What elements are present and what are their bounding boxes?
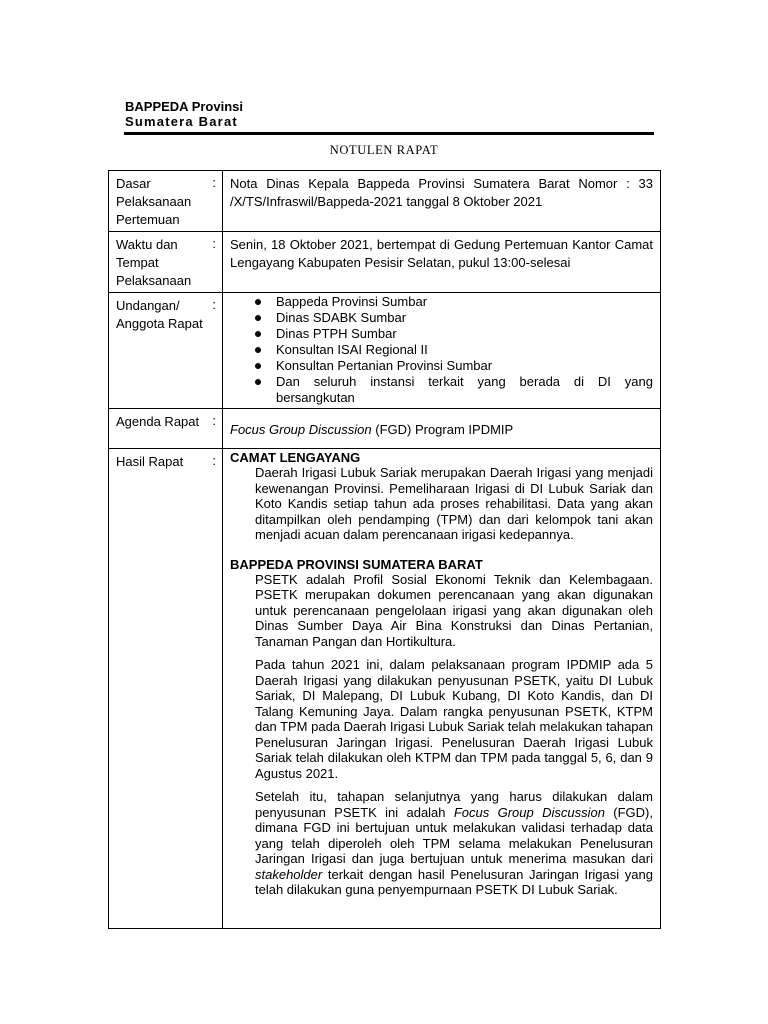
paragraph-bappeda-3 bbox=[255, 789, 653, 898]
document-title: NOTULEN RAPAT bbox=[329, 143, 439, 157]
value-dasar: Nota Dinas Kepala Bappeda Provinsi Sumatera Barat Nomor : 33 /X/TS/Infraswil/Bappeda-2021 tanggal 8 Oktober 2021 bbox=[223, 171, 661, 232]
header-rule bbox=[124, 132, 654, 135]
section-heading-camat: CAMAT LENGAYANG bbox=[230, 450, 361, 465]
row-waktu bbox=[109, 232, 661, 293]
colon: : bbox=[212, 297, 216, 312]
label-undangan bbox=[109, 293, 223, 409]
paragraph-camat: Daerah Irigasi Lubuk Sariak merupakan Daerah Irigasi yang menjadi kewenangan Provinsi. Pemeliharaan Irigasi di DI Lubuk Sariak dan Koto Kandis setiap tahun ada proses rehabilitasi. Data yang akan ditampilkan oleh pendamping (TPM) dan dari kelompok tani akan menjadi acuan dalam perencanaan irigasi kedepannya. bbox=[255, 465, 653, 542]
row-undangan bbox=[109, 293, 661, 409]
list-item: Dinas PTPH Sumbar bbox=[255, 326, 653, 342]
colon: : bbox=[212, 453, 216, 468]
label-waktu bbox=[109, 232, 223, 293]
header-region: Sumatera Barat bbox=[125, 114, 238, 129]
label-waktu-text: Waktu dan Tempat Pelaksanaan bbox=[116, 237, 192, 288]
list-item: Bappeda Provinsi Sumbar bbox=[255, 294, 653, 310]
label-hasil-text: Hasil Rapat bbox=[116, 454, 184, 469]
row-hasil bbox=[109, 449, 661, 929]
invitee-list bbox=[230, 294, 653, 406]
label-hasil bbox=[109, 449, 223, 929]
minutes-table bbox=[108, 170, 661, 929]
value-hasil bbox=[223, 449, 661, 929]
label-dasar-text: Dasar Pelaksanaan Pertemuan bbox=[116, 176, 192, 227]
agenda-rest: (FGD) Program IPDMIP bbox=[371, 421, 514, 437]
para3-italic-fgd: Focus Group Discussion bbox=[453, 804, 605, 820]
paragraph-bappeda-1: PSETK adalah Profil Sosial Ekonomi Teknik dan Kelembagaan. PSETK merupakan dokumen perencanaan yang akan digunakan untuk perencanaan pengelolaan irigasi yang akan digunakan oleh Dinas Sumber Daya Air Bina Konstruksi dan Dinas Pertanian, Tanaman Pangan dan Hortikultura. bbox=[255, 571, 653, 649]
para3-text-c: (FGD), dimana FGD ini bertujuan untuk melakukan validasi terhadap data yang telah diperoleh oleh TPM selama melakukan Penelusuran Jaringan Irigasi dan juga bertujuan untuk menerima masukan dari bbox=[255, 804, 653, 866]
section-heading-bappeda: BAPPEDA PROVINSI SUMATERA BARAT bbox=[230, 556, 483, 572]
para3-italic-stakeholder: stakeholder bbox=[255, 866, 323, 882]
label-dasar bbox=[109, 171, 223, 232]
document-header bbox=[125, 99, 243, 129]
para3-text-a: Setelah itu, tahapan selanjutnya yang harus dilakukan dalam penyusunan PSETK ini adalah bbox=[255, 789, 653, 820]
label-agenda-text: Agenda Rapat bbox=[116, 414, 200, 429]
list-item: Konsultan ISAI Regional II bbox=[255, 342, 653, 358]
list-item: Dan seluruh instansi terkait yang berada di DI yang bersangkutan bbox=[255, 374, 653, 406]
value-waktu: Senin, 18 Oktober 2021, bertempat di Gedung Pertemuan Kantor Camat Lengayang Kabupaten Pesisir Selatan, pukul 13:00-selesai bbox=[223, 232, 661, 293]
label-undangan-text: Undangan/ Anggota Rapat bbox=[116, 298, 203, 331]
value-undangan bbox=[223, 293, 661, 409]
list-item: Dinas SDABK Sumbar bbox=[255, 310, 653, 326]
header-organization: BAPPEDA Provinsi bbox=[125, 99, 243, 114]
colon: : bbox=[212, 236, 216, 251]
value-agenda bbox=[223, 409, 661, 449]
para3-text-e: terkait dengan hasil Penelusuran Jaringan Irigasi yang telah dilakukan guna penyempurnaan PSETK DI Lubuk Sariak. bbox=[255, 866, 653, 897]
colon: : bbox=[212, 413, 216, 428]
paragraph-bappeda-2: Pada tahun 2021 ini, dalam pelaksanaan program IPDMIP ada 5 Daerah Irigasi yang dilakukan penyusunan PSETK, yaitu DI Lubuk Sariak, DI Malepang, DI Lubuk Kubang, DI Koto Kandis, dan DI Talang Kemuning Jaya. Dalam rangka penyusunan PSETK, KTPM dan TPM pada Daerah Irigasi Lubuk Sariak telah melakukan tahapan Penelusuran Jaringan Irigasi. Penelusuran Daerah Irigasi Lubuk Sariak telah dilakukan oleh KTPM dan TPM pada tanggal 5, 6, dan 9 Agustus 2021. bbox=[255, 657, 653, 781]
colon: : bbox=[212, 175, 216, 190]
label-agenda bbox=[109, 409, 223, 449]
list-item: Konsultan Pertanian Provinsi Sumbar bbox=[255, 358, 653, 374]
agenda-italic: Focus Group Discussion bbox=[230, 421, 372, 437]
row-agenda bbox=[109, 409, 661, 449]
row-dasar bbox=[109, 171, 661, 232]
